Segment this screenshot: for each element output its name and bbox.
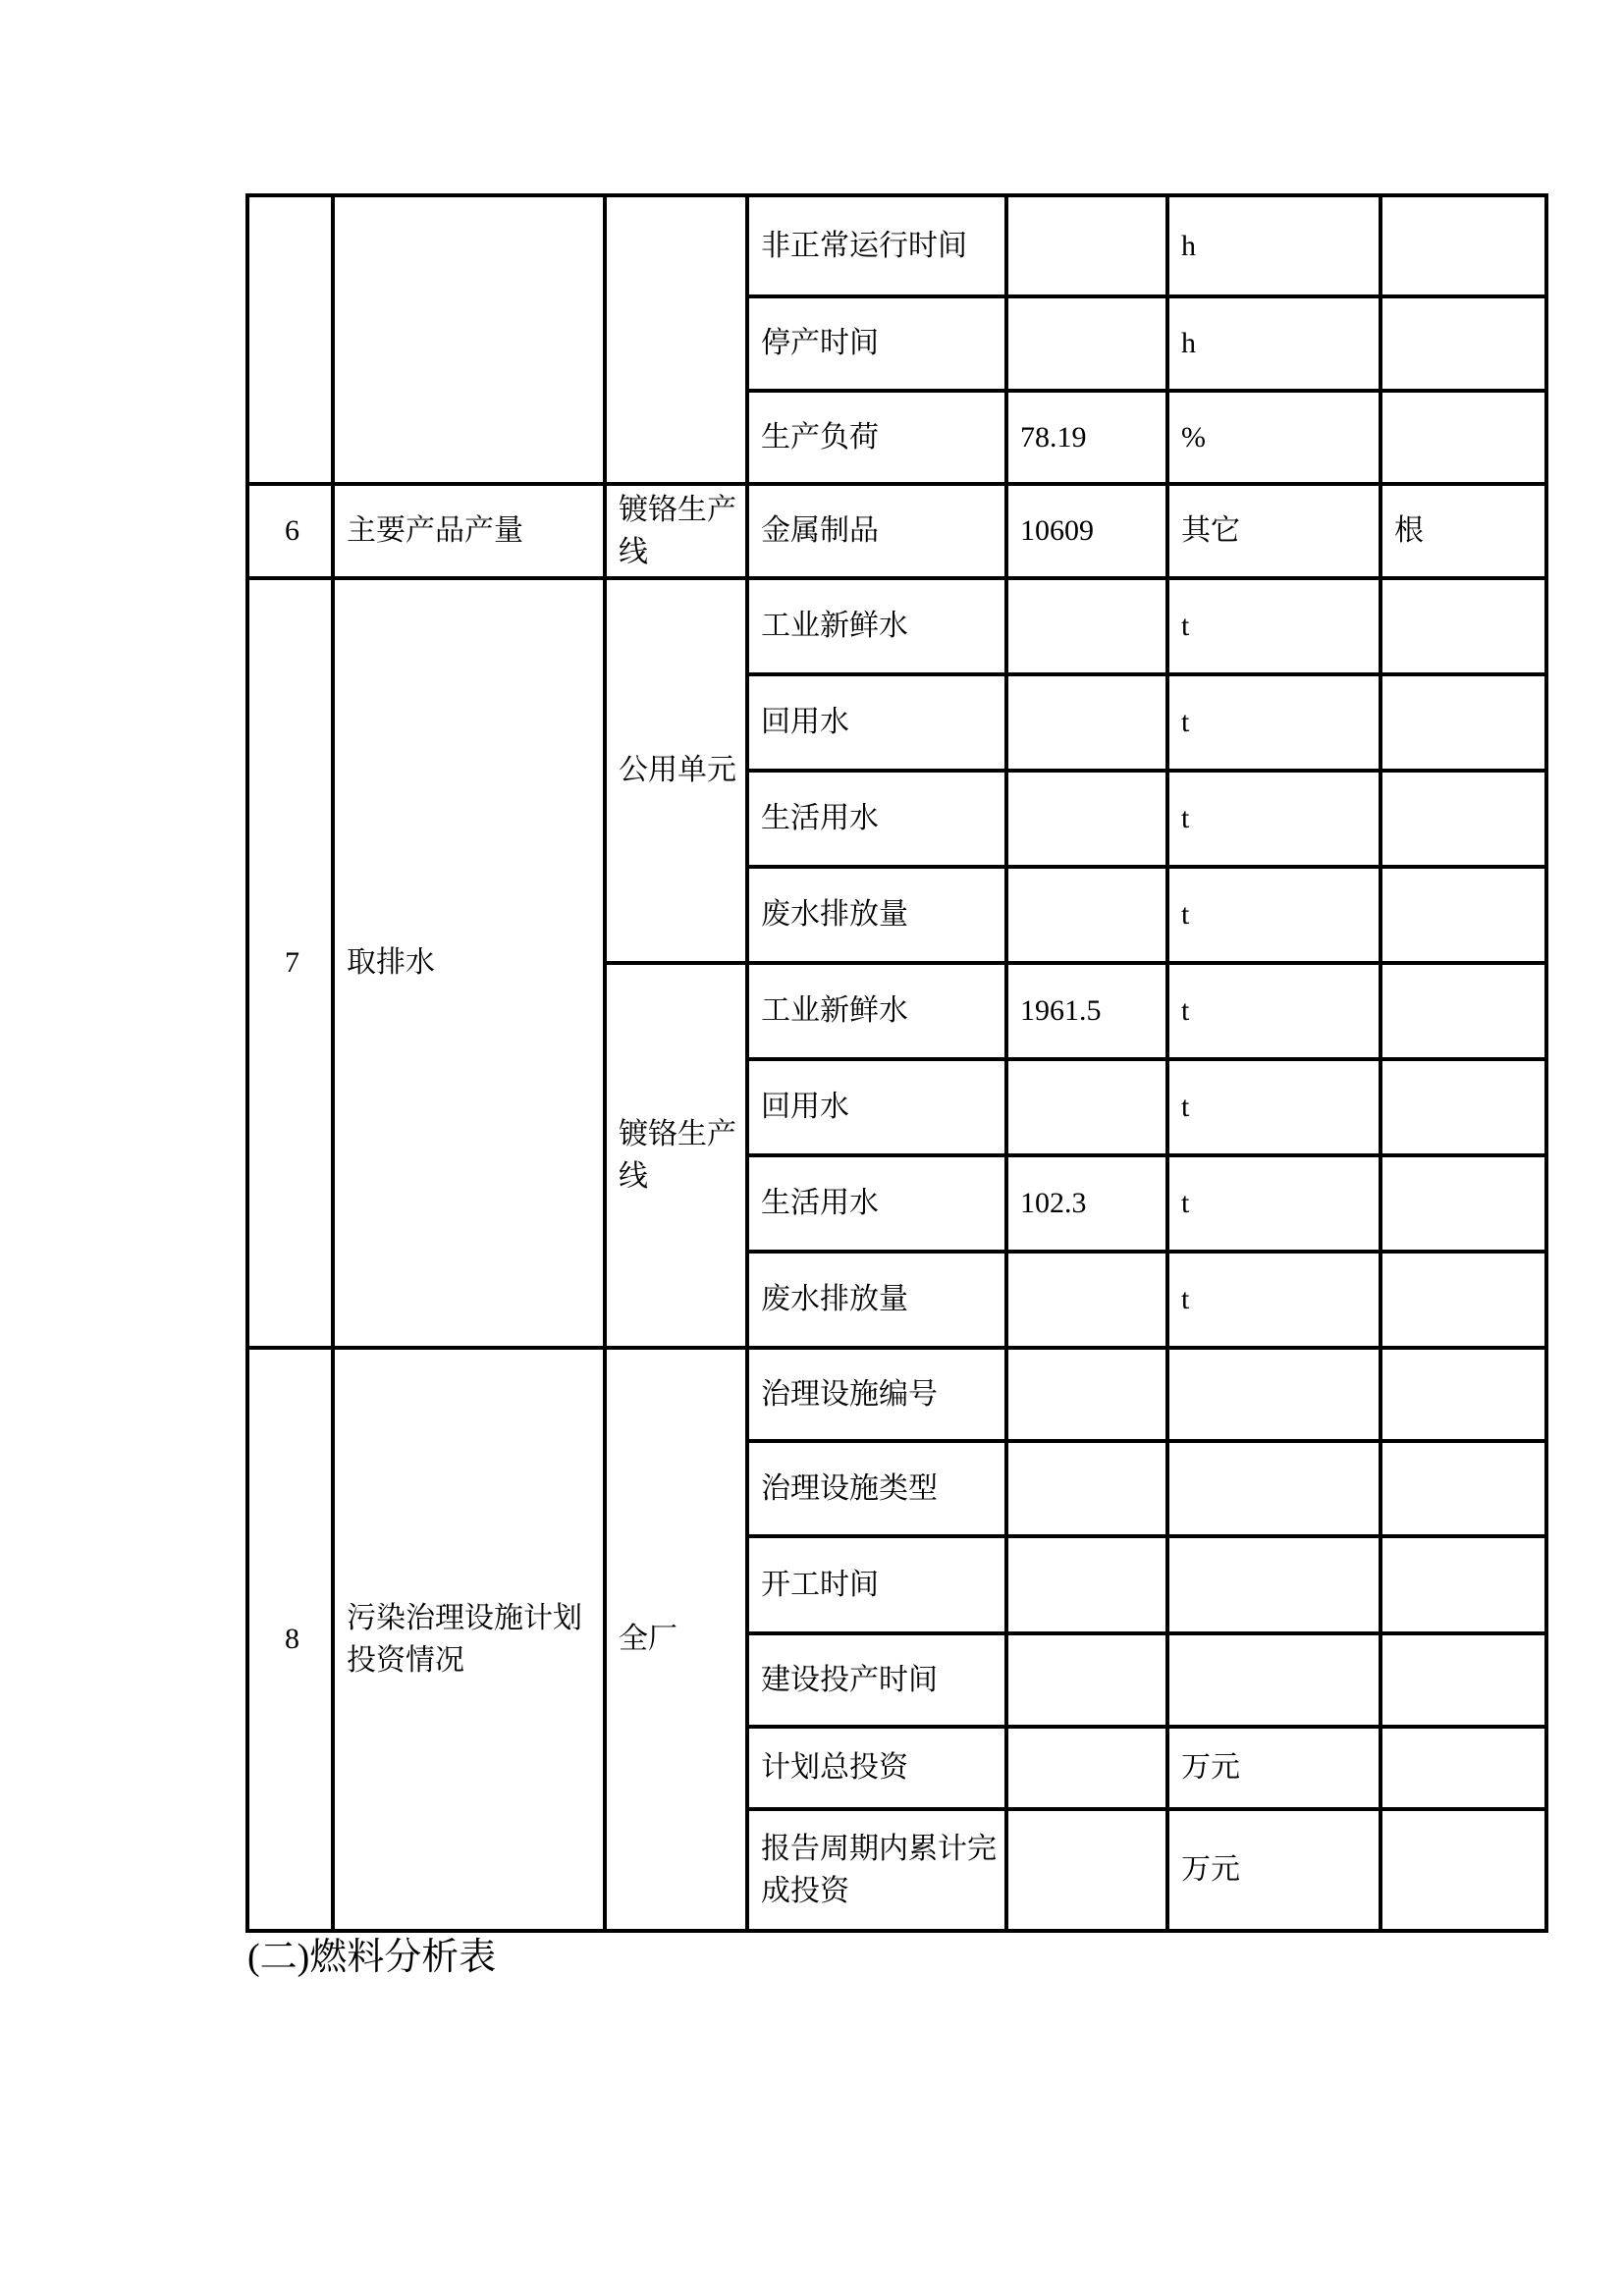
remark-cell [1380, 1348, 1546, 1441]
unit-cell: t [1167, 1155, 1380, 1252]
production-line-cell: 全厂 [605, 1348, 747, 1931]
section-caption: (二)燃料分析表 [247, 1937, 497, 1978]
row-number-cell: 8 [247, 1348, 333, 1931]
unit-cell [1167, 1633, 1380, 1727]
unit-cell: t [1167, 867, 1380, 963]
remark-cell [1380, 296, 1546, 391]
unit-cell: t [1167, 1252, 1380, 1348]
item-label-cell: 生活用水 [747, 1155, 1006, 1252]
remark-cell [1380, 1155, 1546, 1252]
unit-cell: t [1167, 1059, 1380, 1155]
remark-cell [1380, 1633, 1546, 1727]
unit-cell: 其它 [1167, 484, 1380, 578]
item-label-cell: 开工时间 [747, 1536, 1006, 1633]
unit-cell: t [1167, 674, 1380, 771]
value-cell [1006, 578, 1167, 674]
value-cell: 102.3 [1006, 1155, 1167, 1252]
production-line-cell: 镀铬生产线 [605, 963, 747, 1348]
production-line-cell: 镀铬生产线 [605, 484, 747, 578]
value-cell [1006, 1536, 1167, 1633]
value-cell: 78.19 [1006, 391, 1167, 484]
unit-cell: h [1167, 195, 1380, 296]
item-label-cell: 废水排放量 [747, 867, 1006, 963]
item-label-cell: 治理设施类型 [747, 1441, 1006, 1536]
category-cell: 污染治理设施计划投资情况 [333, 1348, 605, 1931]
item-label-cell: 计划总投资 [747, 1727, 1006, 1809]
remark-cell [1380, 1441, 1546, 1536]
unit-cell: t [1167, 963, 1380, 1059]
remark-cell [1380, 1059, 1546, 1155]
item-label-cell: 建设投产时间 [747, 1633, 1006, 1727]
item-label-cell: 报告周期内累计完成投资 [747, 1809, 1006, 1931]
table-row [247, 195, 1546, 296]
value-cell [1006, 1727, 1167, 1809]
table-row [247, 484, 1546, 578]
item-label-cell: 非正常运行时间 [747, 195, 1006, 296]
item-label-cell: 回用水 [747, 674, 1006, 771]
category-cell: 主要产品产量 [333, 484, 605, 578]
remark-cell [1380, 1727, 1546, 1809]
value-cell [1006, 296, 1167, 391]
value-cell [1006, 1059, 1167, 1155]
row-number-cell: 7 [247, 578, 333, 1348]
remark-cell [1380, 963, 1546, 1059]
unit-cell [1167, 1536, 1380, 1633]
remark-cell [1380, 867, 1546, 963]
category-cell: 取排水 [333, 578, 605, 1348]
value-cell: 1961.5 [1006, 963, 1167, 1059]
table-row [247, 1348, 1546, 1441]
row-number-cell [247, 195, 333, 484]
value-cell: 10609 [1006, 484, 1167, 578]
value-cell [1006, 1252, 1167, 1348]
remark-cell: 根 [1380, 484, 1546, 578]
remark-cell [1380, 578, 1546, 674]
value-cell [1006, 771, 1167, 867]
unit-cell: 万元 [1167, 1727, 1380, 1809]
production-line-cell [605, 195, 747, 484]
item-label-cell: 生活用水 [747, 771, 1006, 867]
item-label-cell: 金属制品 [747, 484, 1006, 578]
item-label-cell: 废水排放量 [747, 1252, 1006, 1348]
item-label-cell: 工业新鲜水 [747, 578, 1006, 674]
item-label-cell: 治理设施编号 [747, 1348, 1006, 1441]
remark-cell [1380, 195, 1546, 296]
report-table-container [245, 193, 1548, 1933]
value-cell [1006, 1441, 1167, 1536]
row-number-cell: 6 [247, 484, 333, 578]
unit-cell: h [1167, 296, 1380, 391]
remark-cell [1380, 1536, 1546, 1633]
unit-cell: t [1167, 771, 1380, 867]
item-label-cell: 停产时间 [747, 296, 1006, 391]
unit-cell [1167, 1441, 1380, 1536]
item-label-cell: 生产负荷 [747, 391, 1006, 484]
remark-cell [1380, 674, 1546, 771]
item-label-cell: 工业新鲜水 [747, 963, 1006, 1059]
value-cell [1006, 1348, 1167, 1441]
value-cell [1006, 195, 1167, 296]
unit-cell [1167, 1348, 1380, 1441]
table-row [247, 578, 1546, 674]
value-cell [1006, 1633, 1167, 1727]
value-cell [1006, 674, 1167, 771]
production-line-cell: 公用单元 [605, 578, 747, 963]
item-label-cell: 回用水 [747, 1059, 1006, 1155]
remark-cell [1380, 391, 1546, 484]
value-cell [1006, 867, 1167, 963]
report-table [245, 193, 1548, 1933]
remark-cell [1380, 771, 1546, 867]
remark-cell [1380, 1809, 1546, 1931]
unit-cell: 万元 [1167, 1809, 1380, 1931]
unit-cell: t [1167, 578, 1380, 674]
value-cell [1006, 1809, 1167, 1931]
category-cell [333, 195, 605, 484]
remark-cell [1380, 1252, 1546, 1348]
unit-cell: % [1167, 391, 1380, 484]
